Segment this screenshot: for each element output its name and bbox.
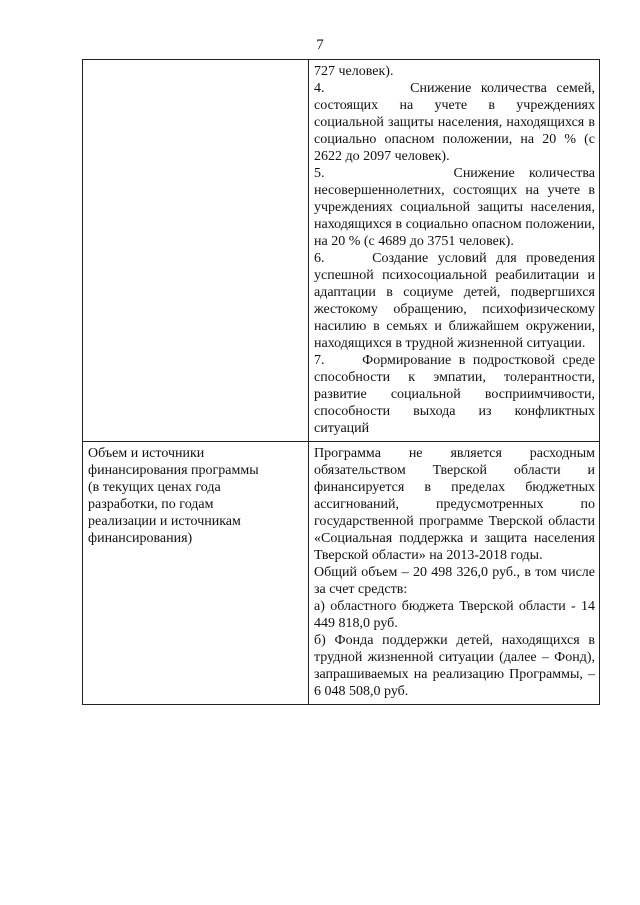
financing-fund: б) Фонда поддержки детей, находящихся в трудной жизненной ситуации (далее – Фонд), запрашиваемых на реализацию Программы, – 6 048 508,0 руб. [314, 633, 595, 699]
result-item-4: 4. Снижение количества семей, состоящих на учете в учреждениях социальной защиты населения, находящихся в социально опасном положении, на 20 % (с 2622 до 2097 человек). [314, 81, 595, 164]
row-financing-label-cell [83, 442, 309, 705]
result-item-5: 5. Снижение количества несовершеннолетних, состоящих на учете в учреждениях социальной защиты населения, находящихся в социально опасном положении, на 20 % (с 4689 до 3751 человек). [314, 166, 595, 249]
row-results-label-cell [83, 60, 309, 442]
table-row-financing [83, 442, 600, 705]
result-item-6: 6. Создание условий для проведения успешной психосоциальной реабилитации и адаптации в социуме детей, подвергшихся жестокому обращению, психофизическому насилию в семьях и ближайшем окружении, находящихся в трудной жизненной ситуации. [314, 251, 595, 351]
result-item-7: 7. Формирование в подростковой среде способности к эмпатии, толерантности, развитие социальной восприимчивости, способности выхода из конфликтных ситуаций [314, 353, 595, 436]
results-text-continuation: 727 человек). [314, 64, 394, 79]
row-financing-label: Объем и источники финансирования программы (в текущих ценах года разработки, по годам реализации и источникам финансирования) [88, 446, 259, 546]
page-number: 7 [316, 37, 324, 53]
program-passport-table [82, 59, 600, 705]
row-financing-content-cell [309, 442, 600, 705]
row-results-content-cell [309, 60, 600, 442]
table-row-results [83, 60, 600, 442]
financing-total: Общий объем – 20 498 326,0 руб., в том числе за счет средств: [314, 565, 595, 597]
financing-regional-budget: а) областного бюджета Тверской области - 14 449 818,0 руб. [314, 599, 595, 631]
financing-statement: Программа не является расходным обязательством Тверской области и финансируется в пределах бюджетных ассигнований, предусмотренных по государственной программе Тверской области «Социальная поддержка и защита населения Тверской области» на 2013-2018 годы. [314, 446, 595, 563]
